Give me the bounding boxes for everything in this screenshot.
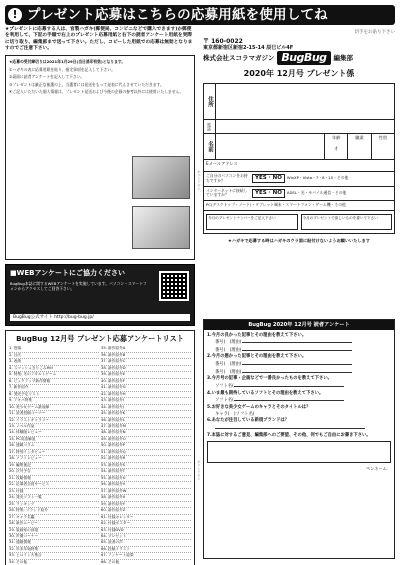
company-line — [203, 51, 395, 65]
survey-list-item: 47. 新作紹介M — [101, 424, 191, 430]
job-cell[interactable]: 職業 — [347, 134, 370, 159]
survey-a4[interactable]: ソフト名( — [207, 397, 391, 405]
survey-list-item: 50. 新作紹介P — [101, 443, 191, 449]
survey-list-item: 31. 通販情報 — [9, 540, 99, 546]
gift-wish-field[interactable]: 今月のプレゼントで欲しいものを書いて下さい — [301, 214, 393, 230]
pc-os-options[interactable]: WinXP・Vista・7・8・10・その他 — [286, 175, 349, 181]
survey-q1: 1.今月の良かった記事とその理由を教えて下さい。 — [207, 332, 307, 338]
survey-list-item: 5. 特集: 冬のアダルトゲーム — [9, 372, 99, 378]
survey-list-item: 44. 新作紹介J — [101, 405, 191, 411]
survey-a2[interactable]: 番号( )理由( — [207, 361, 391, 369]
survey-list-item: 25. ランキング — [9, 502, 99, 508]
survey-list-item: 6. ピックアップ新作情報 — [9, 379, 99, 385]
survey-list-item: 18. ソフトレビュー — [9, 456, 99, 462]
survey-q6: 6.あなたが注目している新規ブランドは？ — [207, 418, 289, 424]
survey-a1[interactable]: 番号( )理由( — [207, 339, 391, 347]
survey-list-item: 53. 新作紹介S — [101, 463, 191, 469]
net-options[interactable]: ADSL・光・モバイル通信・その他 — [286, 189, 347, 195]
notice-box — [5, 55, 195, 260]
survey-list-item: 39. 新作紹介E — [101, 372, 191, 378]
survey-list-item: 54. 新作紹介T — [101, 469, 191, 475]
survey-list-item: 15. PC用語解説 — [9, 437, 99, 443]
survey-list-item: 52. 新作紹介R — [101, 456, 191, 462]
survey-list-item: 21. 攻略情報 — [9, 476, 99, 482]
notice-step-4: ④ご記入いただいた個人情報は、プレゼント発送および今後の企画の参考以外には使用いたしません。 — [9, 89, 184, 95]
stamp-note: 切手をお貼り下さい — [354, 30, 395, 35]
email-field[interactable]: Eメールアドレス — [206, 161, 238, 167]
survey-list-item: 48. 新作紹介N — [101, 430, 191, 436]
survey-list-item: 58. 新作紹介X — [101, 495, 191, 501]
survey-list-title: BugBug 12月号 プレゼント応募アンケートリスト — [16, 334, 184, 344]
cut-note: ★ハガキで応募する時はハガキのウラ面に貼付けないようお願いいたします — [228, 237, 370, 243]
survey-list-item: 68. その他 — [101, 560, 191, 565]
company-name: 株式会社スコラマガジン — [203, 54, 275, 63]
survey-list-item: 28. 新作ムービー — [9, 521, 99, 527]
survey-list-item: 40. 新作紹介F — [101, 379, 191, 385]
survey-list-item: 45. 新作紹介K — [101, 411, 191, 417]
survey-a5[interactable]: キャラ( )ソフト名( — [215, 411, 255, 417]
notice-step-1: ①ハガキの表に応募用紙を貼り、指定事項を記入して下さい。 — [9, 66, 115, 72]
page-title: プレゼント応募はこちらの応募用紙を使用してね — [27, 6, 328, 23]
survey-list-item: 22. 応募者全員サービス — [9, 482, 99, 488]
survey-list-item: 11. 読者投稿コーナー — [9, 411, 99, 417]
notice-deadline: ★応募の受付締切りは2021年1月29日(当日消印有効)となります。 — [9, 59, 126, 65]
web-survey-box — [5, 264, 195, 326]
survey-list-item: 16. 連載コラム — [9, 443, 99, 449]
gift-number-field[interactable]: 今月のプレゼントナンバーをご記入下さい — [206, 214, 298, 230]
survey-list-item: 49. 新作紹介O — [101, 437, 191, 443]
survey-list-item: 38. 新作紹介D — [101, 366, 191, 372]
web-survey-title: ■WEBアンケートにご協力ください — [10, 269, 126, 278]
survey-list-item: 12. イラストギャラリー — [9, 418, 99, 424]
survey-list-item: 20. 次号予告 — [9, 469, 99, 475]
survey-list-item: 9. アキバ特集 — [9, 398, 99, 404]
survey-list-item: 56. 新作紹介V — [101, 482, 191, 488]
net-question: インターネットに接続していますか？ — [206, 187, 248, 198]
qr-code-icon[interactable] — [159, 271, 189, 301]
survey-q5: 5.お好きな美少女ゲームのキャラとそのタイトルは？ — [207, 405, 311, 411]
address-line: 東京都新宿区新宿2-15-14 辰巳ビル4F — [203, 45, 294, 52]
survey-list-item: 46. 新作紹介L — [101, 418, 191, 424]
survey-q2: 2.今月の悪かった記事とその理由を教えて下さい。 — [207, 354, 307, 360]
survey-list-item: 10. 美少女ゲーム最前線 — [9, 405, 99, 411]
survey-list-item: 42. 新作紹介H — [101, 392, 191, 398]
survey-list-item: 67. アンケート結果 — [101, 553, 191, 559]
entry-form — [203, 83, 395, 234]
name-field[interactable] — [216, 134, 324, 159]
cut-line-note: キリトリセン — [196, 170, 201, 191]
site-url[interactable]: BugBug公式サイト http://bug-bug.jp/ — [10, 314, 190, 322]
survey-list-item: 4. スマッシュきりこみHit! — [9, 366, 99, 372]
survey-list-item: 19. 編集後記 — [9, 463, 99, 469]
pc-question: ご自分のパソコンをお持ちですか？ — [206, 173, 248, 183]
cut-line-note-2: キリトリセン — [196, 460, 201, 481]
name-label: 名前 — [204, 134, 216, 159]
example-form-image — [132, 206, 190, 249]
pen-name-field[interactable]: ペンネーム： — [366, 466, 391, 472]
survey-list-item: 55. 新作紹介U — [101, 476, 191, 482]
notice-step-3: ③プレゼントは厳正な抽選の上、当選者には発送をもって発表に代えさせていただきます。 — [9, 81, 164, 87]
survey-list-item: 14. 体験版レビュー — [9, 430, 99, 436]
address-field[interactable] — [216, 84, 394, 119]
survey-list-item: 51. 新作紹介Q — [101, 450, 191, 456]
survey-list-item: 23. 付録 — [9, 489, 99, 495]
notice-step-2: ②裏面に読者アンケートを記入して下さい。 — [9, 74, 85, 80]
survey-list-item: 24. 発売ソフト一覧 — [9, 495, 99, 501]
address-area — [203, 30, 395, 246]
survey-a6[interactable] — [207, 425, 391, 433]
survey-list-item: 37. 新作紹介C — [101, 359, 191, 365]
gender-cell[interactable]: 性別 — [371, 134, 394, 159]
issue-line: 2020年 12月号 プレゼント係 — [243, 69, 355, 79]
survey-list-item: 13. ノベル作品 — [9, 424, 99, 430]
survey-header: BugBug 2020年 12月号 読者アンケート — [204, 320, 394, 330]
survey-a1b[interactable]: 番号( )理由( — [207, 347, 391, 355]
left-column — [5, 27, 195, 565]
survey-list-item: 65. 読者の声 — [101, 540, 191, 546]
survey-list-item: 36. 新作紹介B — [101, 353, 191, 359]
reader-survey — [203, 319, 395, 559]
survey-list-item: 3. 表紙 — [9, 359, 99, 365]
example-postcard-image — [132, 156, 190, 199]
survey-q4: 4.いま最も期待しているソフトとその理由を教えて下さい。 — [207, 390, 324, 396]
exclamation-icon: ! — [8, 8, 22, 22]
survey-list-item: 61. 付録カレンダー — [101, 515, 191, 521]
survey-list-box — [5, 330, 195, 565]
survey-list-item: 34. その他 — [9, 560, 99, 565]
survey-list-col-1 — [9, 346, 99, 565]
survey-list-col-2 — [101, 346, 191, 565]
web-survey-text: BugBug本誌に関するWEBアンケートを実施しています。パソコン・スマートフォンからアクセスしてご回答下さい。 — [10, 281, 147, 292]
pc-yes-no[interactable]: YES · NO — [252, 174, 285, 183]
age-cell[interactable]: 年齢 才 — [324, 134, 347, 159]
survey-list-item: 32. 年末年始特集 — [9, 547, 99, 553]
survey-list-item: 57. 新作紹介W — [101, 489, 191, 495]
survey-list-item: 66. 投稿イラスト — [101, 547, 191, 553]
net-yes-no[interactable]: YES · NO — [252, 189, 285, 198]
device-options[interactable]: PC(デスクトップ・ノート)・タブレット端末・スマートフォン・ゲーム機・その他 — [206, 202, 346, 208]
page-title-bar — [5, 5, 395, 25]
survey-list-item: 1. 巻頭 — [9, 346, 99, 352]
survey-list-item: 17. 特別インタビュー — [9, 450, 99, 456]
intro-text: ★プレゼントに応募する人は、官製ハガキ(郵便局、コンビニなどで購入できます)か郵便を利用して、下記の手順で右上のプレゼント応募用紙と右下の読者アンケート用紙を実際に切り取り、編集部まで送って下さい。ただし、コピーした用紙での応募は無効となりますのでご注意下さい。 — [5, 27, 193, 52]
survey-list-item: 60. 新作紹介Z — [101, 508, 191, 514]
survey-q7: 7.本誌に対するご意見、編集部へのご要望、その他、何でもご自由にお書き下さい。 — [207, 432, 371, 438]
address-label: 住所 — [204, 84, 216, 119]
survey-q3: 3.今月号の記事・企画などで一番良かったものを教えて下さい。 — [207, 376, 332, 382]
survey-list-item: 2. 目次 — [9, 353, 99, 359]
survey-list-item: 26. 特集: ブランド紹介 — [9, 508, 99, 514]
survey-list-item: 63. 付録DVD — [101, 528, 191, 534]
survey-list-item: 8. 発売予定リスト — [9, 392, 99, 398]
survey-a2b[interactable]: 番号( )理由( — [207, 369, 391, 377]
free-comment-field[interactable] — [207, 441, 391, 463]
survey-list-item: 59. 新作紹介Y — [101, 502, 191, 508]
bugbug-logo: BugBug — [277, 51, 330, 65]
survey-list-item: 33. ヒロイン大集合 — [9, 553, 99, 559]
dept-name: 編集部 — [333, 54, 354, 63]
survey-list-item: 35. 新作紹介A — [101, 346, 191, 352]
address-zip: 〒 160-0022 — [203, 37, 243, 45]
survey-list-item: 41. 新作紹介G — [101, 385, 191, 391]
tel-field[interactable] — [216, 120, 394, 133]
survey-list-item: 27. キャラ名鑑 — [9, 515, 99, 521]
survey-list-item: 62. 付録ポスター — [101, 521, 191, 527]
survey-list-item: 30. 声優コーナー — [9, 534, 99, 540]
survey-list-item: 43. 新作紹介I — [101, 398, 191, 404]
survey-list-item: 64. プレゼント — [101, 534, 191, 540]
tel-label: 電話 — [204, 120, 216, 133]
survey-a3[interactable]: ソフト名( — [207, 383, 391, 391]
survey-list-item: 29. 原画家の部屋 — [9, 528, 99, 534]
survey-list-item: 7. 新作紹介 — [9, 385, 99, 391]
